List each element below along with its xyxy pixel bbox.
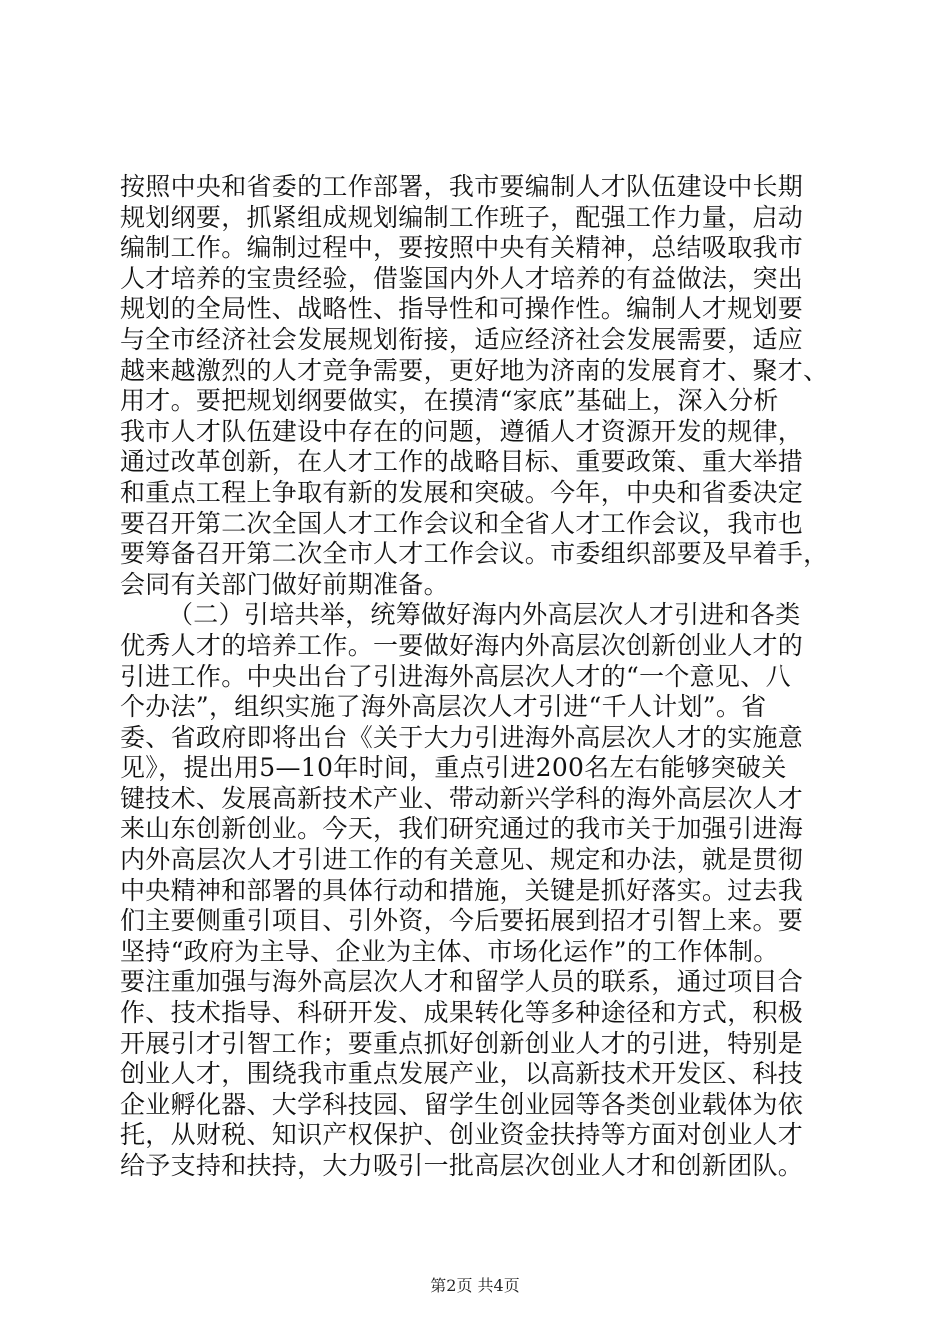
text-line: 要筹备召开第二次全市人才工作会议。市委组织部要及早着手， [120, 539, 829, 569]
text-line: 见》，提出用5—10年时间，重点引进200名左右能够突破关 [120, 753, 787, 783]
text-line: 人才培养的宝贵经验，借鉴国内外人才培养的有益做法，突出 [120, 263, 804, 293]
text-line: 要注重加强与海外高层次人才和留学人员的联系，通过项目合 [120, 967, 804, 997]
text-line: 委、省政府即将出台《关于大力引进海外高层次人才的实施意 [120, 722, 804, 752]
text-line: 给予支持和扶持，大力吸引一批高层次创业人才和创新团队。 [120, 1151, 804, 1180]
text-line: 优秀人才的培养工作。一要做好海内外高层次创新创业人才的 [120, 630, 804, 660]
text-line: 内外高层次人才引进工作的有关意见、规定和办法，就是贯彻 [120, 845, 804, 875]
text-line: 会同有关部门做好前期准备。 [120, 569, 449, 599]
text-line: 与全市经济社会发展规划衔接，适应经济社会发展需要，适应 [120, 324, 804, 354]
text-line: 创业人才，围绕我市重点发展产业，以高新技术开发区、科技 [120, 1059, 804, 1089]
text-line: 用才。要把规划纲要做实，在摸清“家底”基础上，深入分析 [120, 386, 779, 416]
text-line: 编制工作。编制过程中，要按照中央有关精神，总结吸取我市 [120, 233, 804, 263]
text-line: 们主要侧重引项目、引外资，今后要拓展到招才引智上来。要 [120, 906, 804, 936]
text-line: 作、技术指导、科研开发、成果转化等多种途径和方式，积极 [120, 998, 804, 1028]
text-line: 坚持“政府为主导、企业为主体、市场化运作”的工作体制。 [120, 936, 779, 966]
text-line: 规划纲要，抓紧组成规划编制工作班子，配强工作力量，启动 [120, 202, 804, 232]
text-line: 按照中央和省委的工作部署，我市要编制人才队伍建设中长期 [120, 172, 804, 201]
text-line: 来山东创新创业。今天，我们研究通过的我市关于加强引进海 [120, 814, 804, 844]
text-line: 托，从财税、知识产权保护、创业资金扶持等方面对创业人才 [120, 1120, 804, 1150]
body-text [120, 172, 840, 1182]
text-line: 越来越激烈的人才竞争需要，更好地为济南的发展育才、聚才、 [120, 355, 829, 385]
text-line: 中央精神和部署的具体行动和措施，关键是抓好落实。过去我 [120, 875, 804, 905]
text-line: 通过改革创新，在人才工作的战略目标、重要政策、重大举措 [120, 447, 804, 477]
text-line: 要召开第二次全国人才工作会议和全省人才工作会议，我市也 [120, 508, 804, 538]
text-line: 开展引才引智工作；要重点抓好创新创业人才的引进，特别是 [120, 1028, 804, 1058]
paragraph-start-line: （二）引培共举，统筹做好海内外高层次人才引进和各类 [168, 600, 801, 630]
text-line: 企业孵化器、大学科技园、留学生创业园等各类创业载体为依 [120, 1089, 804, 1119]
text-line: 和重点工程上争取有新的发展和突破。今年，中央和省委决定 [120, 477, 804, 507]
text-line: 键技术、发展高新技术产业、带动新兴学科的海外高层次人才 [120, 783, 804, 813]
text-line: 个办法”，组织实施了海外高层次人才引进“千人计划”。省 [120, 692, 767, 722]
text-line: 引进工作。中央出台了引进海外高层次人才的“一个意见、八 [120, 661, 791, 691]
page-number-footer: 第2页 共4页 [430, 1276, 520, 1295]
text-line: 规划的全局性、战略性、指导性和可操作性。编制人才规划要 [120, 294, 804, 324]
text-line: 我市人才队伍建设中存在的问题，遵循人才资源开发的规律， [120, 416, 804, 446]
